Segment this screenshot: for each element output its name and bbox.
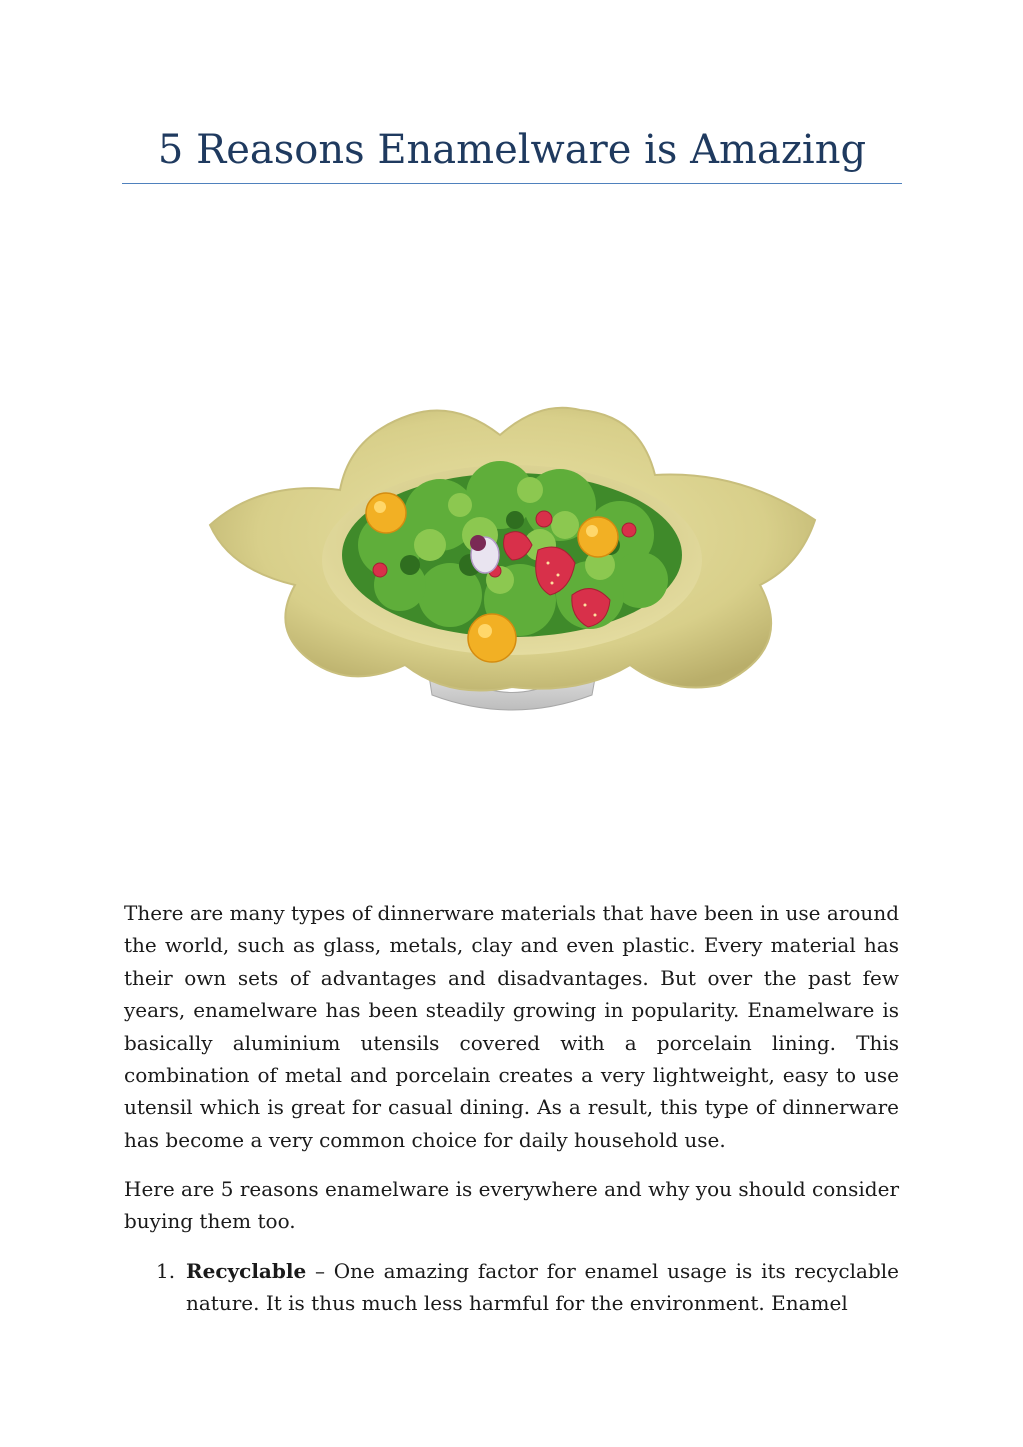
title-underline [122,183,902,184]
salad-bowl-image [200,395,825,730]
list-item [124,1255,899,1320]
intro-paragraph: There are many types of dinnerware materials that have been in use around the world, such as glass, metals, clay and even plastic. Every material has their own sets of advantages and disadvantages. But over the past few years, enamelware has been steadily growing in popularity. Enamelware is basically aluminium utensils covered with a porcelain lining. This combination of metal and porcelain creates a very lightweight, easy to use utensil which is great for casual dining. As a result, this type of dinnerware has become a very common choice for daily household use. [124,901,899,1152]
reasons-list [124,1255,899,1320]
reasons-intro-paragraph: Here are 5 reasons enamelware is everywhere and why you should consider buying them too. [124,1177,899,1234]
list-item-term: Recyclable [186,1259,307,1283]
document-title: 5 Reasons Enamelware is Amazing [157,127,867,173]
list-item-number: 1. [156,1259,176,1283]
list-item-text: – One amazing factor for enamel usage is its recyclable nature. It is thus much less harmful for the environment. Enamel [186,1259,899,1316]
